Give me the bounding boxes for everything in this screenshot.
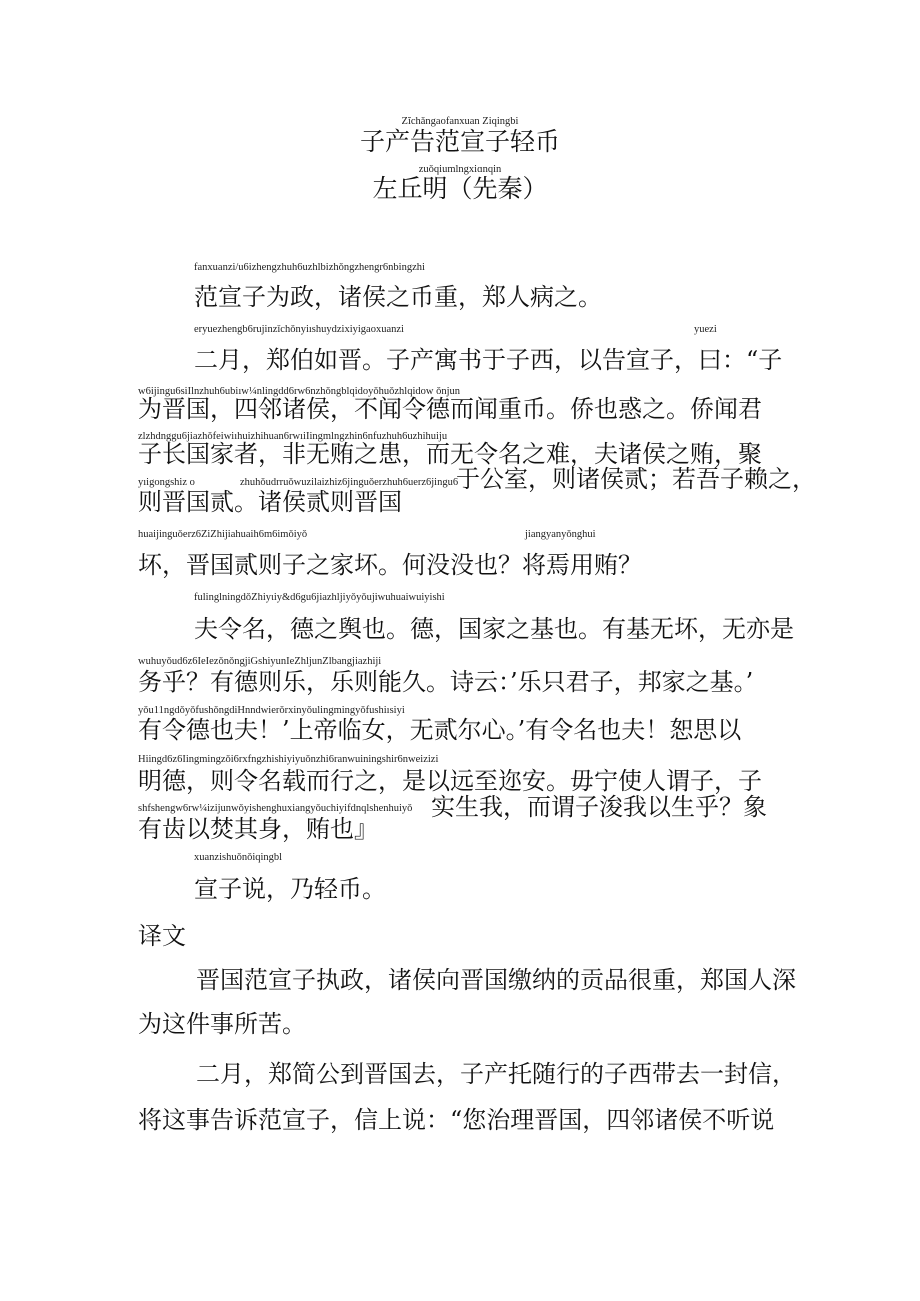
passage-line: 明德，则令名载而行之，是以远至迩安。毋宁使人谓子，子 bbox=[138, 767, 762, 795]
passage-pinyin: huaijinguǒerz6ZiZhijiahuaih6m6imǒiyǒ bbox=[138, 529, 308, 540]
translation-line: 将这事告诉范宣子，信上说：“您治理晋国，四邻诸侯不听说 bbox=[138, 1106, 775, 1134]
passage-pinyin: xuanzishuǒnǒiqingbl bbox=[194, 852, 283, 863]
passage-line: 坏，晋国贰则子之家坏。何没没也？将焉用贿？ bbox=[138, 551, 642, 579]
passage-pinyin: eryuezhengb6rujinzǐchǒnyiıshuydzixiyigaoxuanzi bbox=[194, 324, 404, 335]
passage-pinyin: Hiingd6z6Iingmingzǒi6rxfngzhishiyiyuǒnzhi6ranwuiningshir6nweizizi bbox=[138, 754, 439, 765]
passage-pinyin: yıigongshiz o bbox=[138, 477, 195, 488]
passage-pinyin: fanxuanzi/u6izhengzhuh6uzhlbizhǒngzhengr6nbingzhi bbox=[194, 262, 425, 273]
passage-line: 有令德也夫！’上帝临女，无贰尔心。’有令名也夫！恕思以 bbox=[138, 716, 742, 744]
passage-line: 宣子说，乃轻币。 bbox=[194, 875, 386, 903]
passage-line: 夫令名，德之舆也。德，国家之基也。有基无坏，无亦是 bbox=[194, 615, 794, 643]
translation-line: 为这件事所苦。 bbox=[138, 1010, 306, 1038]
translation-line: 晋国范宣子执政，诸侯向晋国缴纳的贡品很重，郑国人深 bbox=[196, 966, 796, 994]
passage-pinyin: wuhuyǒud6z6IeIezǒnǒngjiGshiyunIeZhljunZlbangjiazhiji bbox=[138, 656, 382, 667]
author-pinyin: zuǒqiumlngxiɑnqin bbox=[418, 164, 502, 175]
passage-line: 务乎？有德则乐，乐则能久。诗云：’乐只君子，邦家之基。’ bbox=[138, 668, 754, 696]
translation-line: 二月，郑简公到晋国去，子产托随行的子西带去一封信， bbox=[196, 1060, 796, 1088]
passage-pinyin: shfshengw6rw¼izijunwǒyishenghuxiangyǒuchiyifdnqlshenhuiyǒ bbox=[138, 803, 413, 814]
author: 左丘明（先秦） bbox=[372, 174, 548, 203]
translation-heading: 译文 bbox=[138, 922, 186, 950]
passage-line: 实生我，而谓子浚我以生乎？象 bbox=[431, 793, 767, 821]
passage-pinyin: yǒu11ngdǒyǒfushǒngdiHnndwierǒrxinyǒulingmingyǒfushiısiyi bbox=[138, 705, 405, 716]
passage-pinyin: jiangyanyǒnghui bbox=[525, 529, 596, 540]
passage-line: 则晋国贰。诸侯贰则晋国 bbox=[138, 488, 402, 516]
passage-line: 有齿以焚其身，贿也』 bbox=[138, 815, 378, 843]
passage-line: 二月，郑伯如晋。子产寓书于子西，以告宣子，曰：“子 bbox=[194, 346, 783, 374]
passage-line: 为晋国，四邻诸侯，不闻令德而闻重币。侨也惑之。侨闻君 bbox=[138, 395, 762, 423]
title-pinyin: Zĭchǎngaofanxuan Ziqingbi bbox=[401, 116, 519, 127]
passage-pinyin: yuezi bbox=[694, 324, 717, 335]
page-title: 子产告范宣子轻币 bbox=[359, 127, 560, 156]
passage-pinyin: w6ijingu6siIlnzhuh6ubiıw¼nlingdd6rw6nzhǒngblqidoyǒhuǒzhlqidow ǒnjun bbox=[138, 386, 460, 397]
passage-pinyin: zlzhdnggu6jiazhǒfeiwiıhuizhihuan6rwıiIingmlngzhin6nfuzhuh6uzhihuiju bbox=[138, 431, 448, 442]
passage-line: 范宣子为政，诸侯之币重，郑人病之。 bbox=[194, 283, 602, 311]
passage-pinyin: zhuhǒudrruǒwuzilaizhiz6jinguǒerzhuh6uerz6jingu6 bbox=[240, 477, 459, 488]
passage-line: 子长国家者，非无贿之患，而无令名之难，夫诸侯之贿，聚 bbox=[138, 440, 762, 468]
passage-line: 于公室，则诸侯贰；若吾子赖之， bbox=[456, 465, 816, 493]
passage-pinyin: fulinglningdǒZhiyιiy&d6gu6jiazhljiyǒyǒujiwuhuaiwuiyishi bbox=[194, 592, 445, 603]
